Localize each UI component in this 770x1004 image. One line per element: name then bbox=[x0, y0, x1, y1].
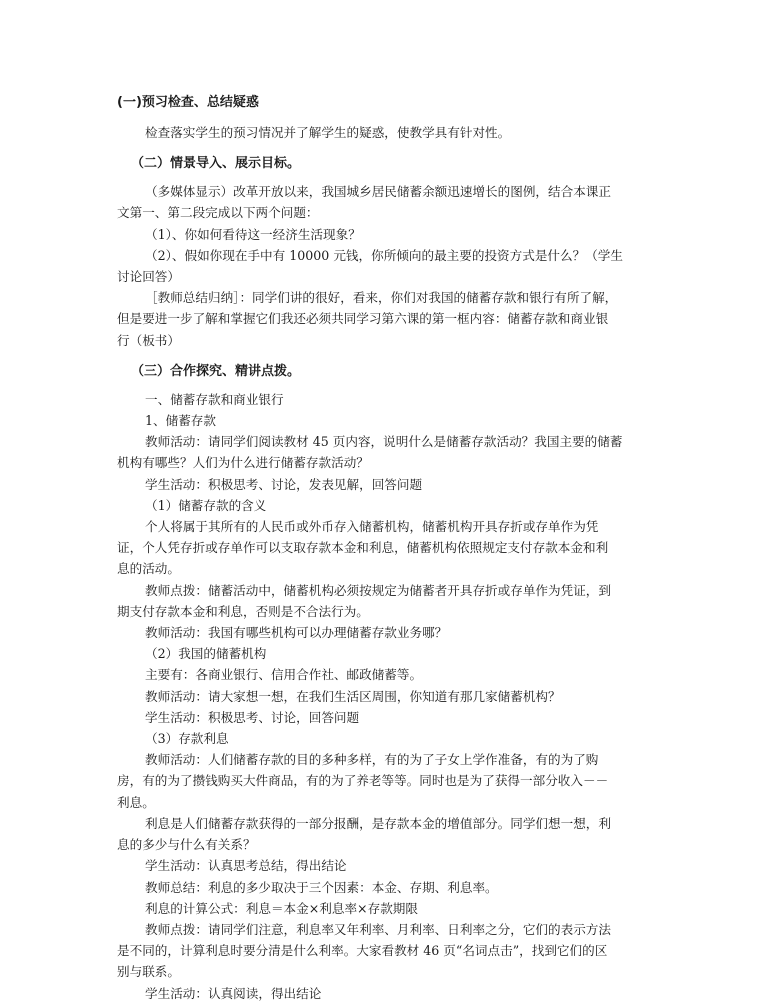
paragraph-line: 教师活动：人们储蓄存款的目的多种多样，有的为了子女上学作准备，有的为了购 bbox=[145, 752, 599, 768]
paragraph-line: 教师活动：请同学们阅读教材 45 页内容，说明什么是储蓄存款活动？我国主要的储蓄 bbox=[145, 434, 623, 450]
paragraph-line: 主要有：各商业银行、信用合作社、邮政储蓄等。 bbox=[145, 667, 423, 683]
paragraph: 检查落实学生的预习情况并了解学生的疑惑，使教学具有针对性。 bbox=[145, 125, 511, 140]
subheading: 1、储蓄存款 bbox=[145, 413, 216, 429]
paragraph-line: （多媒体显示）改革开放以来，我国城乡居民储蓄余额迅速增长的图例，结合本课正 bbox=[145, 184, 611, 200]
paragraph-line: 教师点拨：请同学们注意，利息率又年利率、月利率、日利率之分，它们的表示方法 bbox=[145, 921, 611, 937]
paragraph-line: 利息。 bbox=[117, 794, 155, 810]
section-heading-explore: （三）合作探究、精讲点拨。 bbox=[131, 363, 301, 379]
paragraph-line: 但是要进一步了解和掌握它们我还必须共同学习第六课的第一框内容：储蓄存款和商业银 bbox=[117, 311, 609, 327]
paragraph-line: 机构有哪些？人们为什么进行储蓄存款活动？ bbox=[117, 455, 369, 471]
question-line: （2）、假如你现在手中有 10000 元钱，你所倾向的最主要的投资方式是什么？（学生 bbox=[145, 247, 623, 263]
paragraph-line: 学生活动：认真思考总结，得出结论 bbox=[145, 858, 347, 874]
subheading: （3）存款利息 bbox=[145, 731, 229, 747]
paragraph-line: 期支付存款本金和利息，否则是不合法行为。 bbox=[117, 603, 369, 619]
subheading: （2）我国的储蓄机构 bbox=[145, 646, 267, 662]
document-body bbox=[117, 92, 662, 1004]
paragraph-line: 学生活动：积极思考、讨论，回答问题 bbox=[145, 709, 360, 725]
paragraph-line: 息的活动。 bbox=[117, 561, 180, 577]
paragraph-line: 息的多少与什么有关系？ bbox=[117, 837, 256, 853]
paragraph-line: 文第一、第二段完成以下两个问题： bbox=[117, 205, 319, 221]
paragraph-line: 讨论回答） bbox=[117, 269, 180, 285]
subheading: 一、储蓄存款和商业银行 bbox=[145, 391, 284, 407]
paragraph-line: 是不同的，计算利息时要分清是什么利率。大家看教材 46 页“名词点击”，找到它们的区 bbox=[117, 943, 608, 959]
formula-line: 利息的计算公式：利息＝本金×利息率×存款期限 bbox=[145, 900, 418, 916]
paragraph-line: 学生活动：积极思考、讨论，发表见解，回答问题 bbox=[145, 476, 423, 492]
paragraph-line: 教师活动：我国有哪些机构可以办理储蓄存款业务哪？ bbox=[145, 625, 448, 641]
question-line: （1）、你如何看待这一经济生活现象？ bbox=[145, 226, 361, 242]
paragraph-line: 别与联系。 bbox=[117, 964, 180, 980]
paragraph-line: 教师点拨：储蓄活动中，储蓄机构必须按规定为储蓄者开具存折或存单作为凭证，到 bbox=[145, 582, 611, 598]
section-heading-intro: （二）情景导入、展示目标。 bbox=[131, 156, 301, 172]
paragraph-line: 学生活动：认真阅读，得出结论 bbox=[145, 985, 322, 1001]
paragraph-line: 教师活动：请大家想一想，在我们生活区周围，你知道有那几家储蓄机构？ bbox=[145, 688, 561, 704]
paragraph-line: 证，个人凭存折或存单作可以支取存款本金和利息，储蓄机构依照规定支付存款本金和利 bbox=[117, 540, 609, 556]
paragraph-line: 房，有的为了攒钱购买大件商品，有的为了养老等等。同时也是为了获得一部分收入－－ bbox=[117, 773, 609, 789]
subheading: （1）储蓄存款的含义 bbox=[145, 497, 267, 513]
paragraph-line: 教师总结：利息的多少取决于三个因素：本金、存期、利息率。 bbox=[145, 879, 498, 895]
section-heading-preview: (一)预习检查、总结疑惑 bbox=[117, 95, 259, 110]
paragraph-line: ［教师总结归纳］：同学们讲的很好，看来，你们对我国的储蓄存款和银行有所了解， bbox=[145, 290, 618, 306]
paragraph-line: 利息是人们储蓄存款获得的一部分报酬，是存款本金的增值部分。同学们想一想，利 bbox=[145, 815, 611, 831]
paragraph-line: 行（板书） bbox=[117, 332, 180, 348]
paragraph-line: 个人将属于其所有的人民币或外币存入储蓄机构，储蓄机构开具存折或存单作为凭 bbox=[145, 519, 599, 535]
